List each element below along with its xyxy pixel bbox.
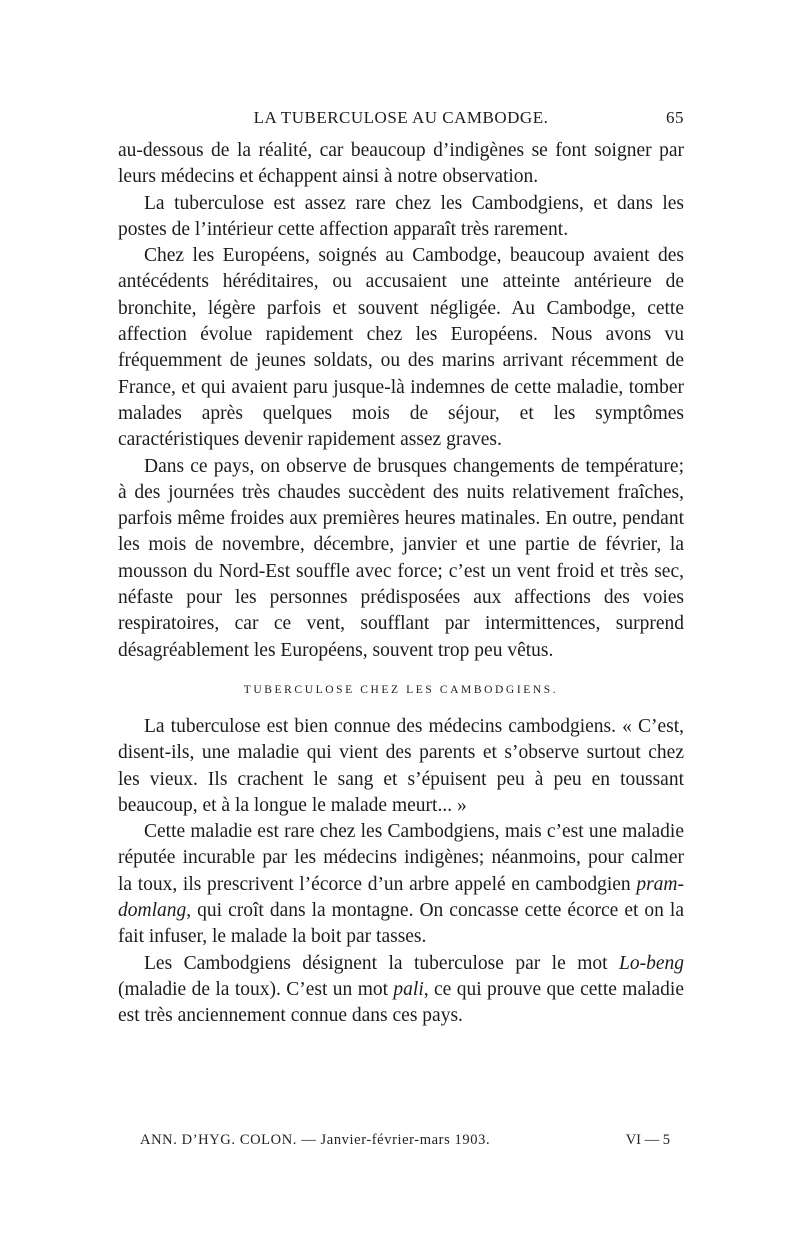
- plant-name-italic: pram-domlang: [118, 873, 684, 922]
- term-pali-italic: pali: [393, 978, 424, 1000]
- paragraph-6-text-a: Cette maladie est rare chez les Cambodgiens, mais c’est une maladie réputée incurable par les médecins indigènes; néanmoins, pour calmer la toux, ils prescrivent l’écorce d’un arbre appelé en cambodgien: [118, 821, 684, 895]
- paragraph-7-text-c: , ce qui prouve que cette maladie est très anciennement connue dans ces pays.: [118, 978, 684, 1027]
- paragraph-4: Dans ce pays, on observe de brusques changements de température; à des journées très chaudes succèdent des nuits relativement fraîches, parfois même froides aux premières heures matinales. En outre, pendant les mois de novembre, décembre, janvier et une partie de février, la mousson du Nord-Est souffle avec force; c’est un vent froid et très sec, néfaste pour les personnes prédisposées aux affections des voies respiratoires, car ce vent, soufflant par intermittences, surprend désagréablement les Européens, souvent trop peu vêtus.: [118, 455, 684, 661]
- footer-source: ANN. D’HYG. COLON. — Janvier-février-mars 1903.: [140, 1132, 491, 1148]
- paragraph-1: au-dessous de la réalité, car beaucoup d’indigènes se font soigner par leurs médecins et échappent ainsi à notre observation.: [118, 140, 684, 188]
- paragraph-2: La tuberculose est assez rare chez les Cambodgiens, et dans les postes de l’intérieur cette affection apparaît très rarement.: [118, 192, 684, 240]
- section-heading: TUBERCULOSE CHEZ LES CAMBODGIENS.: [243, 683, 559, 696]
- paragraph-7-text-a: Les Cambodgiens désignent la tuberculose par le mot: [144, 952, 619, 974]
- paragraph-7-text-b: (maladie de la toux). C’est un mot: [118, 978, 394, 1000]
- body-text: [118, 138, 684, 1030]
- page-footer: [140, 1132, 670, 1149]
- paragraph-6-text-b: , qui croît dans la montagne. On concasse cette écorce et on la fait infuser, le malade la boit par tasses.: [118, 900, 684, 948]
- page-number: 65: [666, 108, 684, 127]
- paragraph-6: [118, 819, 684, 950]
- page-content: [118, 108, 684, 1030]
- running-header: [118, 108, 684, 138]
- term-lobeng-italic: Lo-beng: [619, 952, 684, 974]
- paragraph-5: La tuberculose est bien connue des médecins cambodgiens. « C’est, disent-ils, une maladie qui vient des parents et s’observe surtout chez les vieux. Ils crachent le sang et s’épuisent peu à peu en toussant beaucoup, et à la longue le malade meurt... »: [118, 715, 684, 816]
- running-title: LA TUBERCULOSE AU CAMBODGE.: [253, 108, 549, 127]
- paragraph-7: [118, 951, 684, 1030]
- paragraph-3: Chez les Européens, soignés au Cambodge, beaucoup avaient des antécédents héréditaires, ou accusaient une atteinte antérieure de bronchite, légère parfois et souvent négligée. Au Cambodge, cette affection évolue rapidement chez les Européens. Nous avons vu fréquemment de jeunes soldats, ou des marins arrivant récemment de France, et qui avaient paru jusque-là indemnes de cette maladie, tomber malades après quelques mois de séjour, et les symptômes caractéristiques devenir rapidement assez graves.: [118, 245, 684, 451]
- footer-signature: VI — 5: [625, 1132, 670, 1148]
